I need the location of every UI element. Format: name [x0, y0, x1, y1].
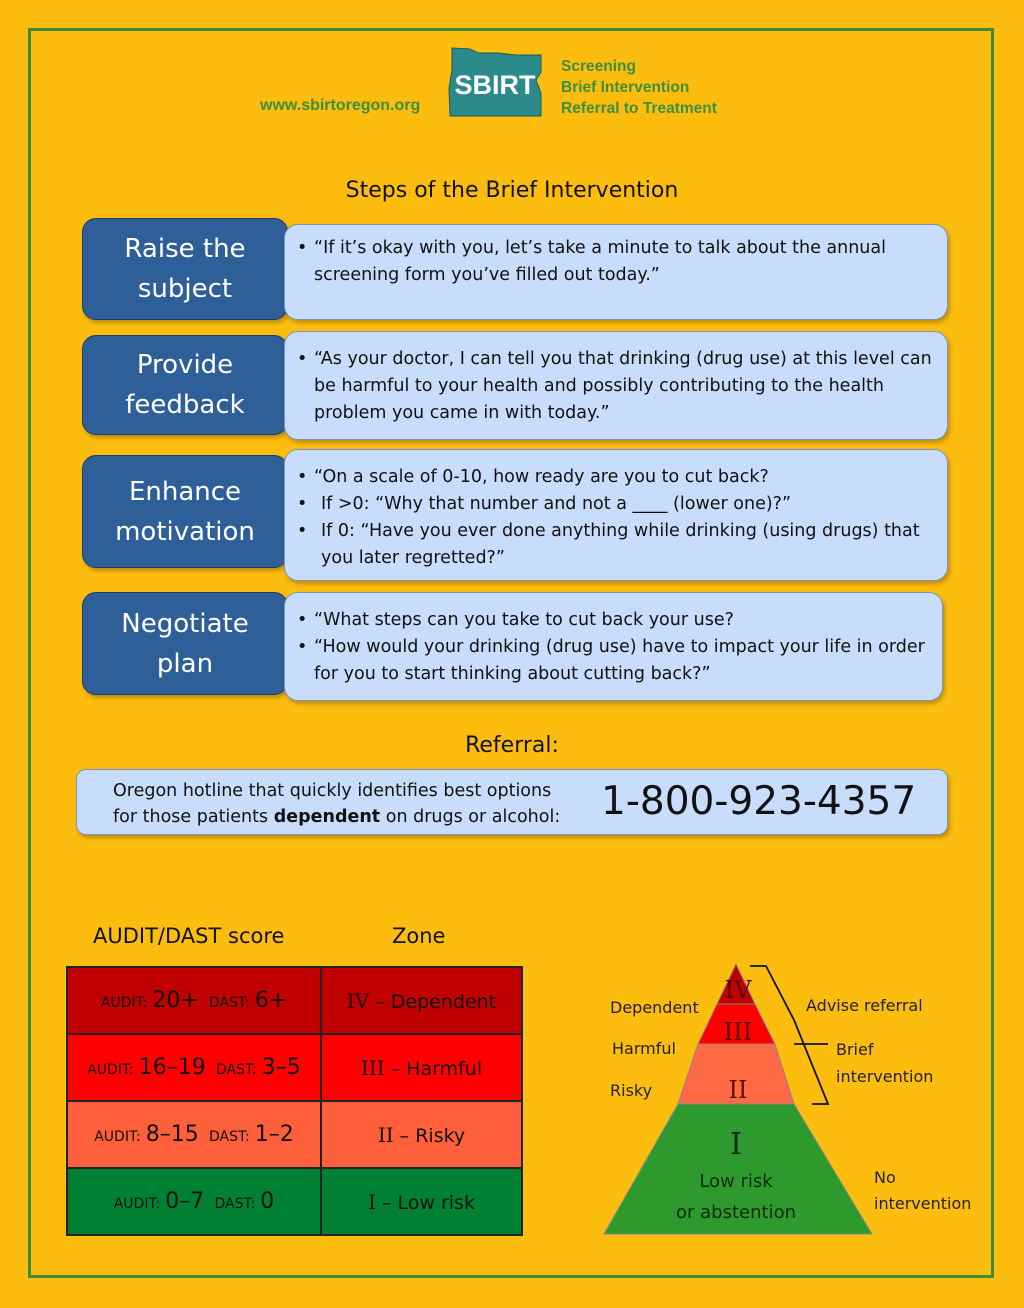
- step-box-negotiate-plan: [284, 592, 943, 701]
- action-advise-referral: Advise referral: [806, 996, 923, 1015]
- step-box-provide-feedback: [284, 331, 948, 440]
- pyramid-numeral-i: I: [730, 1127, 742, 1162]
- step-label-enhance-motivation: Enhance motivation: [82, 455, 288, 568]
- steps-title: Steps of the Brief Intervention: [345, 178, 679, 203]
- step-bullet: • “On a scale of 0-10, how ready are you to cut back?: [297, 464, 937, 491]
- pyramid-label-risky: Risky: [610, 1081, 653, 1100]
- tagline-line: Referral to Treatment: [561, 100, 717, 117]
- score-zone-table: [66, 966, 523, 1236]
- step-box-enhance-motivation: [284, 449, 948, 581]
- bracket-brief: [794, 1020, 828, 1104]
- zone-cell: IV – Dependent: [321, 967, 522, 1034]
- pyramid-label-harmful: Harmful: [612, 1039, 676, 1058]
- table-row: [67, 1168, 522, 1235]
- step-bullet: • “How would your drinking (drug use) have to impact your life in order for you to start thinking about cutting back?”: [297, 634, 932, 688]
- pyramid-label-dependent: Dependent: [610, 998, 699, 1017]
- score-cell: AUDIT: 0–7 DAST: 0: [67, 1168, 321, 1235]
- tagline-line: Screening: [561, 58, 636, 75]
- tagline-line: Brief Intervention: [561, 79, 690, 96]
- action-brief-intervention: intervention: [836, 1067, 934, 1086]
- dependent-emphasis: dependent: [273, 807, 381, 827]
- step-label-provide-feedback: Provide feedback: [82, 335, 288, 435]
- pyramid-numeral-iii: III: [723, 1018, 753, 1046]
- pyramid-numeral-iv: IV: [724, 976, 752, 1004]
- step-bullet: • If 0: “Have you ever done anything while drinking (using drugs) that you later regretted?”: [297, 518, 937, 572]
- step-box-raise-subject: [284, 224, 948, 320]
- logo-text: SBIRT: [454, 70, 536, 100]
- pyramid-base-text: Low risk: [699, 1171, 773, 1192]
- zone-cell: II – Risky: [321, 1101, 522, 1168]
- referral-title: Referral:: [465, 733, 559, 758]
- action-brief-intervention: Brief: [836, 1040, 874, 1059]
- step-bullet: • “If it’s okay with you, let’s take a minute to talk about the annual screening form you’ve filled out today.”: [297, 235, 937, 289]
- hotline-phone-number[interactable]: 1-800-923-4357: [601, 779, 917, 824]
- action-no-intervention: No: [874, 1168, 896, 1187]
- step-label-negotiate-plan: Negotiate plan: [82, 592, 288, 695]
- step-bullet: • If >0: “Why that number and not a ____ (lower one)?”: [297, 491, 937, 518]
- zone-cell: I – Low risk: [321, 1168, 522, 1235]
- website-url[interactable]: www.sbirtoregon.org: [260, 97, 421, 114]
- table-row: [67, 1034, 522, 1101]
- zone-cell: III – Harmful: [321, 1034, 522, 1101]
- step-label-raise-subject: Raise the subject: [82, 218, 288, 320]
- step-bullet: • “What steps can you take to cut back your use?: [297, 607, 932, 634]
- risk-pyramid-diagram: [600, 960, 990, 1240]
- table-header-zone: Zone: [392, 924, 446, 948]
- pyramid-base-text: or abstention: [676, 1202, 796, 1223]
- table-row: [67, 1101, 522, 1168]
- score-cell: AUDIT: 16–19 DAST: 3–5: [67, 1034, 321, 1101]
- score-cell: AUDIT: 8–15 DAST: 1–2: [67, 1101, 321, 1168]
- sbirt-oregon-logo: [446, 46, 546, 118]
- action-no-intervention: intervention: [874, 1194, 972, 1213]
- referral-description: Oregon hotline that quickly identifies best options for those patients dependent on drugs or alcohol:: [113, 781, 561, 827]
- referral-box: [76, 769, 948, 835]
- score-cell: AUDIT: 20+ DAST: 6+: [67, 967, 321, 1034]
- tagline: [561, 56, 717, 119]
- table-header-score: AUDIT/DAST score: [93, 924, 285, 948]
- pyramid-numeral-ii: II: [728, 1076, 748, 1104]
- step-bullet: • “As your doctor, I can tell you that drinking (drug use) at this level can be harmful to your health and possibly contributing to the health problem you came in with today.”: [297, 346, 937, 427]
- table-row: [67, 967, 522, 1034]
